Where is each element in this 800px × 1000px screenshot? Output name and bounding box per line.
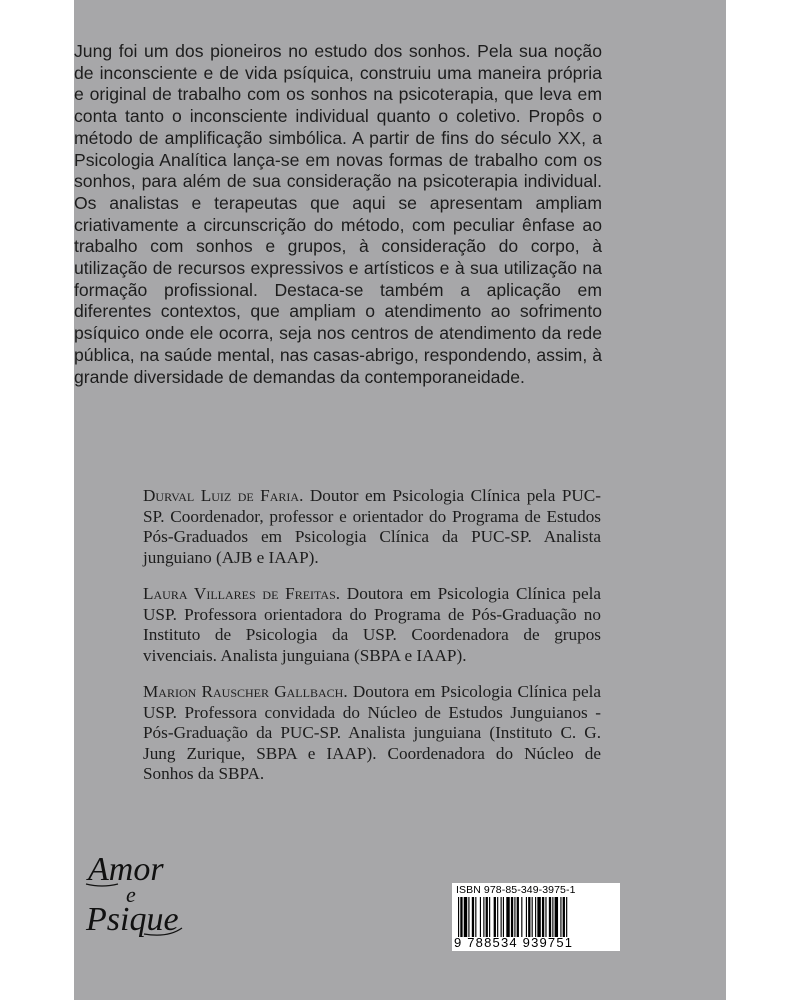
barcode-icon (456, 897, 616, 937)
logo-word-e: e (126, 882, 136, 907)
barcode-panel (452, 883, 620, 951)
publisher-logo (82, 844, 188, 940)
author-bio (143, 584, 601, 666)
logo-word-amor: Amor (88, 851, 164, 888)
logo-word-psique: Psique (86, 901, 179, 938)
author-name: Laura Villares de Freitas (143, 584, 336, 603)
author-bio (143, 682, 601, 785)
blurb-text: Jung foi um dos pioneiros no estudo dos sonhos. Pela sua noção de inconsciente e de vida psíquica, construiu uma maneira própria e original de trabalho com os sonhos na psicoterapia, que leva em conta tanto o inconsciente individual quanto o coletivo. Propôs o método de amplificação simbólica. A partir de fins do século XX, a Psicologia Analítica lança-se em novas formas de trabalho com os sonhos, para além de sua consideração na psicoterapia individual. Os analistas e terapeutas que aqui se apresentam ampliam criativamente a circunscrição do método, com peculiar ênfase ao trabalho com sonhos e grupos, à consideração do corpo, à utilização de recursos expressivos e artísticos e à sua utilização na formação profissional. Destaca-se também a aplicação em diferentes contextos, que ampliam o atendimento ao sofrimento psíquico onde ele ocorra, seja nos centros de atendimento da rede pública, na saúde mental, nas casas-abrigo, respondendo, assim, à grande diversidade de demandas da contemporaneidade. (74, 41, 602, 387)
author-bio (143, 486, 601, 568)
isbn-label: ISBN 978-85-349-3975-1 (456, 884, 576, 896)
author-name: Marion Rauscher Gallbach (143, 682, 344, 701)
barcode-digits: 9 788534 939751 (454, 935, 574, 950)
author-bio-text: . Doutora em Psicologia Clínica pela USP. Professora convidada do Núcleo de Estudos Junguianos - Pós-Graduação da PUC-SP. Analista junguiana (Instituto C. G. Jung Zurique, SBPA e IAAP). Coordenadora do Núcleo de Sonhos da SBPA. (143, 682, 601, 784)
author-bio-text: . Doutora em Psicologia Clínica pela USP. Professora orientadora do Programa de Pós-Graduação no Instituto de Psicologia da USP. Coordenadora de grupos vivenciais. Analista junguiana (SBPA e IAAP). (143, 584, 601, 665)
author-name: Durval Luiz de Faria (143, 486, 300, 505)
author-bio-text: . Doutor em Psicologia Clínica pela PUC-SP. Coordenador, professor e orientador do Programa de Estudos Pós-Graduados em Psicologia Clínica da PUC-SP. Analista junguiano (AJB e IAAP). (143, 486, 601, 567)
